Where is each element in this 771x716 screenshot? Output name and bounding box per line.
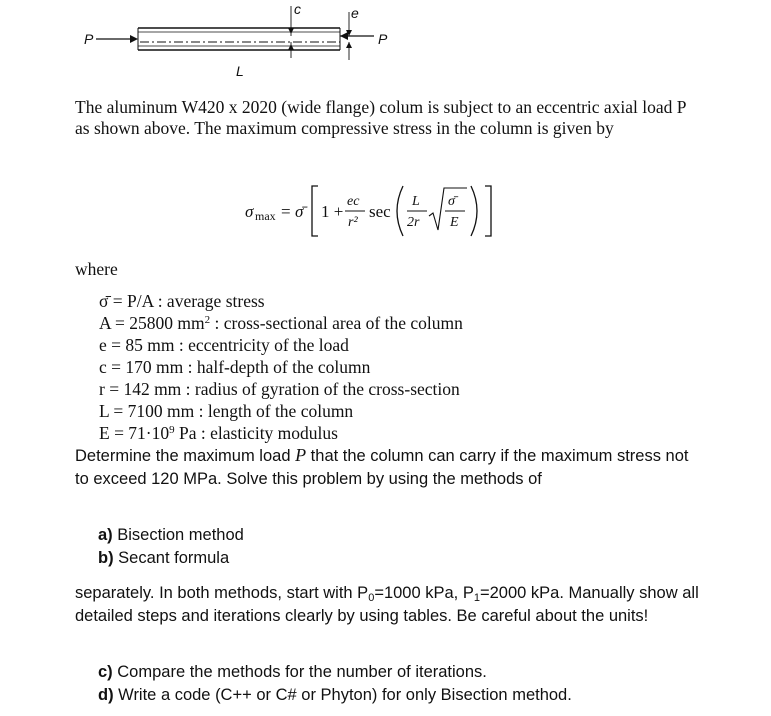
where-label: where — [75, 259, 118, 279]
def-e: e = 85 mm : eccentricity of the load — [99, 335, 349, 355]
formula-frac-numerator: ec — [347, 194, 360, 209]
instructions-part2: =1000 kPa, P — [374, 584, 474, 602]
final-tasks-list — [98, 661, 572, 707]
formula-sec: sec — [369, 202, 391, 221]
length-label: L — [236, 63, 244, 79]
final-task-text-d: Write a code (C++ or C# or Phyton) for only Bisection method. — [113, 686, 572, 704]
left-load-label: P — [84, 31, 94, 47]
def-E-prefix: E = 71·10 — [99, 423, 170, 443]
formula-right-bracket — [485, 186, 491, 236]
definitions-list — [99, 290, 463, 444]
instructions-part3: =2000 kPa. Manually show all detailed steps and iterations clearly by using tables. Be careful about the units! — [75, 584, 699, 625]
c-dimension-arrowhead-bottom — [288, 44, 294, 50]
instructions-part1: separately. In both methods, start with P — [75, 584, 369, 602]
task-text-after-p: that the column can carry if the maximum stress not to exceed 120 MPa. Solve this problem by using the methods of — [75, 447, 689, 488]
def-area-suffix: : cross-sectional area of the column — [210, 313, 463, 333]
max-stress-formula — [241, 180, 531, 242]
formula-root-denominator: E — [450, 215, 459, 230]
methods-list — [98, 524, 244, 570]
formula-one-plus: 1 + — [321, 202, 344, 221]
def-area-exponent: 2 — [204, 314, 211, 326]
c-label: c — [294, 1, 301, 17]
instructions-sub0: 0 — [368, 592, 375, 604]
formula-left-bracket — [312, 186, 318, 236]
method-tag-b: b) — [98, 549, 114, 567]
task-p-symbol: P — [295, 445, 307, 465]
c-dimension-arrowhead — [288, 28, 294, 34]
formula-right-paren — [471, 186, 477, 236]
def-E-suffix: Pa : elasticity modulus — [174, 423, 338, 443]
method-text-b: Secant formula — [113, 549, 230, 567]
final-task-text-c: Compare the methods for the number of iterations. — [112, 663, 487, 681]
def-area — [99, 312, 463, 334]
def-area-prefix: A = 25800 mm — [99, 313, 205, 333]
final-task-tag-d: d) — [98, 686, 114, 704]
right-load-arrowhead — [340, 32, 348, 40]
formula-arg-numerator: L — [412, 194, 420, 209]
def-r: r = 142 mm : radius of gyration of the cross-section — [99, 379, 460, 399]
instructions-sub1: 1 — [473, 592, 480, 604]
method-item-a — [98, 524, 244, 547]
def-E-exponent: 9 — [169, 424, 175, 436]
final-task-item-c — [98, 661, 572, 684]
def-L: L = 7100 mm : length of the column — [99, 401, 354, 421]
task-paragraph — [75, 444, 705, 491]
formula-sigma: σ — [245, 202, 254, 221]
def-sigma: σ̄ = P/A : average stress — [99, 291, 265, 311]
final-task-tag-c: c) — [98, 663, 113, 681]
def-c: c = 170 mm : half-depth of the column — [99, 357, 371, 377]
formula-equals: = — [281, 202, 291, 221]
method-text-a: Bisection method — [112, 526, 244, 544]
right-load-label: P — [378, 31, 388, 47]
formula-frac-denominator: r² — [348, 215, 358, 230]
left-load-arrowhead — [130, 35, 138, 43]
formula-arg-denominator: 2r — [407, 215, 420, 230]
instructions-paragraph — [75, 582, 715, 628]
formula-left-paren — [397, 186, 403, 236]
formula-sigma-bar: σ̄ — [295, 202, 304, 221]
method-tag-a: a) — [98, 526, 113, 544]
task-text-before-p: Determine the maximum load — [75, 447, 296, 465]
e-label: e — [351, 5, 359, 21]
method-item-b — [98, 547, 244, 570]
def-E — [99, 422, 463, 444]
formula-sigma-subscript: max — [255, 209, 276, 223]
formula-root-numerator: σ̄ — [448, 194, 455, 209]
e-dimension-arrowhead-bottom — [346, 42, 352, 48]
column-figure — [78, 0, 408, 82]
final-task-item-d — [98, 684, 572, 707]
intro-paragraph: The aluminum W420 x 2020 (wide flange) colum is subject to an eccentric axial load P as shown above. The maximum compressive stress in the column is given by — [75, 97, 686, 138]
